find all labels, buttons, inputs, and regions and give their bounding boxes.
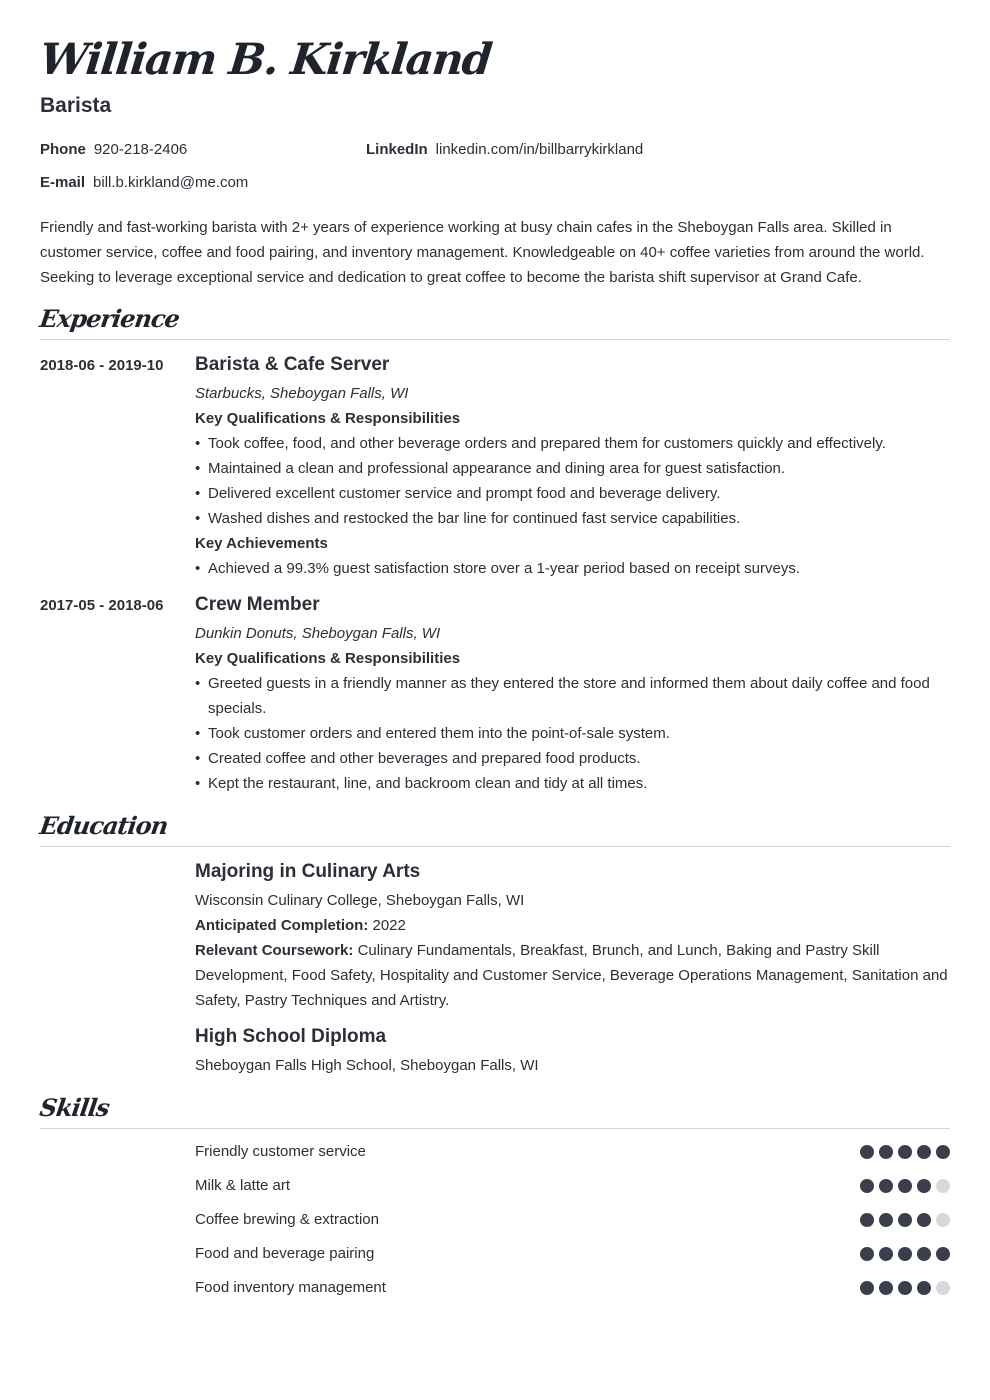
skill-name: Friendly customer service <box>195 1143 366 1160</box>
filled-dot-icon <box>879 1179 893 1193</box>
experience-divider <box>40 339 950 340</box>
skill-level-dots <box>860 1179 950 1193</box>
contact-email <box>40 174 248 191</box>
skills-divider <box>40 1128 950 1129</box>
filled-dot-icon <box>898 1213 912 1227</box>
coursework-line <box>195 938 950 1013</box>
skill-level-dots <box>860 1247 950 1261</box>
skill-row <box>195 1278 950 1298</box>
email-label: E-mail <box>40 174 86 191</box>
coursework-label: Relevant Coursework: <box>195 942 354 959</box>
contact-linkedin <box>366 141 643 158</box>
job-dates: 2017-05 - 2018-06 <box>40 597 164 614</box>
list-item: • Maintained a clean and professional appearance and dining area for guest satisfaction. <box>195 456 950 481</box>
degree-title: High School Diploma <box>195 1026 387 1047</box>
filled-dot-icon <box>860 1213 874 1227</box>
summary-paragraph: Friendly and fast-working barista with 2+ years of experience working at busy chain cafes in the Sheboygan Falls area. Skilled in customer service, coffee and food pairing, and inventory management. Knowledgeable on 40+ coffee varieties from around the world. Seeking to leverage exceptional service and dedication to great coffee to become the barista shift supervisor at Grand Cafe. <box>40 219 925 286</box>
filled-dot-icon <box>917 1247 931 1261</box>
school-name: Wisconsin Culinary College, Sheboygan Falls, WI <box>195 892 525 909</box>
empty-dot-icon <box>936 1179 950 1193</box>
filled-dot-icon <box>898 1145 912 1159</box>
completion-label: Anticipated Completion: <box>195 917 369 934</box>
filled-dot-icon <box>936 1145 950 1159</box>
completion-value: 2022 <box>372 917 406 934</box>
linkedin-value[interactable]: linkedin.com/in/billbarrykirkland <box>435 141 644 158</box>
achievements-list <box>195 556 950 581</box>
education-heading: Education <box>37 811 170 840</box>
school-name: Sheboygan Falls High School, Sheboygan Falls, WI <box>195 1057 539 1074</box>
contact-phone <box>40 141 187 158</box>
linkedin-label: LinkedIn <box>366 141 428 158</box>
list-item: • Took customer orders and entered them into the point-of-sale system. <box>195 721 950 746</box>
filled-dot-icon <box>879 1145 893 1159</box>
skill-name: Food and beverage pairing <box>195 1245 375 1262</box>
list-item: • Created coffee and other beverages and prepared food products. <box>195 746 950 771</box>
skill-level-dots <box>860 1145 950 1159</box>
achievements-heading: Key Achievements <box>195 535 328 552</box>
qualifications-heading: Key Qualifications & Responsibilities <box>195 650 461 667</box>
skill-name: Food inventory management <box>195 1279 386 1296</box>
skill-row <box>195 1176 950 1196</box>
empty-dot-icon <box>936 1213 950 1227</box>
job-company: Dunkin Donuts, Sheboygan Falls, WI <box>195 625 441 642</box>
skill-row <box>195 1244 950 1264</box>
phone-label: Phone <box>40 141 86 158</box>
skill-level-dots <box>860 1281 950 1295</box>
education-divider <box>40 846 950 847</box>
filled-dot-icon <box>898 1247 912 1261</box>
job-role: Crew Member <box>195 594 320 615</box>
filled-dot-icon <box>936 1247 950 1261</box>
filled-dot-icon <box>917 1145 931 1159</box>
candidate-name: William B. Kirkland <box>37 35 494 85</box>
list-item: • Took coffee, food, and other beverage orders and prepared them for customers quickly and effectively. <box>195 431 950 456</box>
list-item: • Greeted guests in a friendly manner as they entered the store and informed them about daily coffee and food specials. <box>195 671 950 721</box>
list-item: • Delivered excellent customer service and prompt food and beverage delivery. <box>195 481 950 506</box>
degree-title: Majoring in Culinary Arts <box>195 861 421 882</box>
filled-dot-icon <box>879 1247 893 1261</box>
skill-row <box>195 1210 950 1230</box>
filled-dot-icon <box>898 1281 912 1295</box>
filled-dot-icon <box>917 1281 931 1295</box>
completion-line <box>195 913 950 938</box>
qualifications-list <box>195 431 950 531</box>
filled-dot-icon <box>898 1179 912 1193</box>
filled-dot-icon <box>879 1281 893 1295</box>
filled-dot-icon <box>860 1179 874 1193</box>
filled-dot-icon <box>917 1179 931 1193</box>
filled-dot-icon <box>860 1247 874 1261</box>
email-value[interactable]: bill.b.kirkland@me.com <box>93 174 249 191</box>
experience-heading: Experience <box>37 304 182 333</box>
job-company: Starbucks, Sheboygan Falls, WI <box>195 385 409 402</box>
skill-name: Milk & latte art <box>195 1177 291 1194</box>
filled-dot-icon <box>860 1281 874 1295</box>
job-role: Barista & Cafe Server <box>195 354 390 375</box>
skill-row <box>195 1142 950 1162</box>
list-item: • Kept the restaurant, line, and backroom clean and tidy at all times. <box>195 771 950 796</box>
filled-dot-icon <box>879 1213 893 1227</box>
job-dates: 2018-06 - 2019-10 <box>40 357 164 374</box>
skills-heading: Skills <box>37 1093 111 1122</box>
list-item: • Washed dishes and restocked the bar line for continued fast service capabilities. <box>195 506 950 531</box>
empty-dot-icon <box>936 1281 950 1295</box>
coursework-value: Culinary Fundamentals, Breakfast, Brunch, and Lunch, Baking and Pastry Skill Development, Food Safety, Hospitality and Customer Service, Beverage Operations Management, Sanitation and Safety, Pastry Techniques and Artistry. <box>195 942 948 1009</box>
filled-dot-icon <box>860 1145 874 1159</box>
job-title: Barista <box>40 94 112 117</box>
filled-dot-icon <box>917 1213 931 1227</box>
skill-name: Coffee brewing & extraction <box>195 1211 379 1228</box>
qualifications-list <box>195 671 950 796</box>
list-item: • Achieved a 99.3% guest satisfaction store over a 1-year period based on receipt surveys. <box>195 556 950 581</box>
qualifications-heading: Key Qualifications & Responsibilities <box>195 410 461 427</box>
skill-level-dots <box>860 1213 950 1227</box>
phone-value: 920-218-2406 <box>93 141 188 158</box>
